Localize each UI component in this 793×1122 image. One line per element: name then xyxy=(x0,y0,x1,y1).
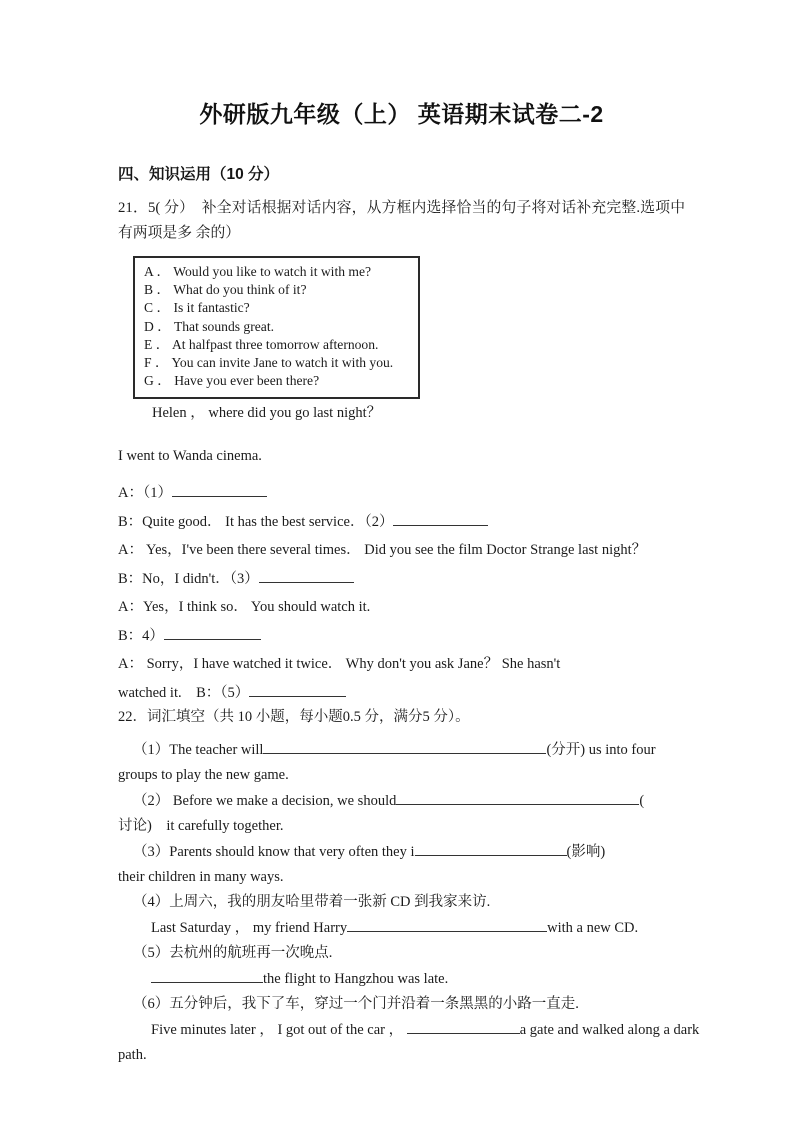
answer-blank[interactable] xyxy=(393,512,488,526)
answer-blank[interactable] xyxy=(347,918,547,932)
q22-line xyxy=(118,893,685,911)
q21-options-box xyxy=(133,256,420,399)
q22-line xyxy=(118,918,685,937)
q22-line xyxy=(118,969,685,988)
text-segment: （2） Before we make a decision, we should xyxy=(133,793,397,810)
text-segment: ( xyxy=(639,793,645,810)
answer-blank[interactable] xyxy=(263,740,546,754)
text-segment: their children in many ways. xyxy=(118,869,284,886)
text-segment: path. xyxy=(118,1047,147,1064)
dialog-line xyxy=(118,598,685,617)
q21-dialog xyxy=(118,404,685,703)
answer-blank[interactable] xyxy=(259,569,354,583)
text-segment: A：Yes，I think so． You should watch it. xyxy=(118,599,371,616)
text-segment: A： Yes，I've been there several times． Did you see the film Doctor Strange last night？ xyxy=(118,542,647,559)
answer-blank[interactable] xyxy=(249,683,346,697)
q22-line xyxy=(118,944,685,962)
q22-line xyxy=(118,791,685,810)
q22-line xyxy=(118,868,685,886)
option-item: C ． Is it fantastic? xyxy=(144,300,250,316)
option-item: D ． That sounds great. xyxy=(144,318,275,334)
q22-line xyxy=(118,1046,685,1064)
dialog-line xyxy=(118,512,685,532)
text-segment: Five minutes later ， I got out of the car ， xyxy=(151,1022,407,1039)
text-segment: the flight to Hangzhou was late. xyxy=(263,971,449,988)
answer-blank[interactable] xyxy=(407,1020,520,1034)
q22-items xyxy=(118,740,700,1064)
text-segment: （6）五分钟后，我下了车，穿过一个门并沿着一条黑黑的小路一直走. xyxy=(133,996,579,1013)
option-item: F ． You can invite Jane to watch it with you. xyxy=(144,355,394,371)
text-segment: （5）去杭州的航班再一次晚点. xyxy=(133,945,333,962)
dialog-line xyxy=(118,483,685,503)
text-segment: A：（1） xyxy=(118,485,172,502)
q22-line xyxy=(118,1020,700,1039)
answer-blank[interactable] xyxy=(164,626,261,640)
option-item: G ． Have you ever been there? xyxy=(144,373,320,389)
text-segment: （3）Parents should know that very often they i xyxy=(133,844,415,861)
section-heading: 四、知识运用（10 分） xyxy=(118,166,280,183)
text-segment: B：4） xyxy=(118,628,164,645)
text-segment: I went to Wanda cinema. xyxy=(118,448,262,465)
text-segment: (影响) xyxy=(566,844,606,861)
dialog-line xyxy=(118,541,685,560)
dialog-line xyxy=(118,569,685,589)
q22-line xyxy=(118,740,685,759)
dialog-line xyxy=(118,655,685,674)
answer-blank[interactable] xyxy=(415,842,567,856)
answer-blank[interactable] xyxy=(396,791,639,805)
q21-stem: 21．5( 分） 补全对话根据对话内容，从方框内选择恰当的句子将对话补充完整.选项中有两项是多 余的） xyxy=(118,200,685,241)
exam-page xyxy=(0,96,793,1064)
q22-line xyxy=(118,842,685,861)
dialog-line xyxy=(118,447,685,466)
q22-heading: 22．词汇填空（共 10 小题，每小题0.5 分，满分5 分）。 xyxy=(118,709,470,726)
text-segment: Helen ， where did you go last night？ xyxy=(152,405,382,422)
q22-line xyxy=(118,995,685,1013)
dialog-line xyxy=(118,626,685,646)
option-item: B ． What do you think of it? xyxy=(144,282,307,298)
answer-blank[interactable] xyxy=(151,969,263,983)
text-segment: (分开) us into four xyxy=(546,742,656,759)
dialog-line xyxy=(118,683,685,703)
option-item: E ． At halfpast three tomorrow afternoon. xyxy=(144,336,379,352)
text-segment: groups to play the new game. xyxy=(118,767,289,784)
text-segment: a gate and walked along a dark xyxy=(519,1022,700,1039)
text-segment: watched it. B：（5） xyxy=(118,685,250,702)
text-segment: （4）上周六，我的朋友哈里带着一张新 CD 到我家来访. xyxy=(133,894,491,911)
q22-line xyxy=(118,817,685,835)
text-segment: B：Quite good． It has the best service．（2） xyxy=(118,514,394,531)
dialog-line xyxy=(118,404,685,423)
text-segment: B：No，I didn't．（3） xyxy=(118,571,259,588)
text-segment: Last Saturday ， my friend Harry xyxy=(151,920,348,937)
text-segment: （1）The teacher will xyxy=(133,742,264,759)
text-segment: with a new CD. xyxy=(547,920,639,937)
answer-blank[interactable] xyxy=(172,483,267,497)
text-segment: 讨论) it carefully together. xyxy=(118,818,284,835)
option-item: A ． Would you like to watch it with me? xyxy=(144,264,372,279)
q22-line xyxy=(118,766,685,784)
text-segment: A： Sorry，I have watched it twice． Why don't you ask Jane？ She hasn't xyxy=(118,656,561,673)
page-title: 外研版九年级（上） 英语期末试卷二-2 xyxy=(199,101,604,127)
